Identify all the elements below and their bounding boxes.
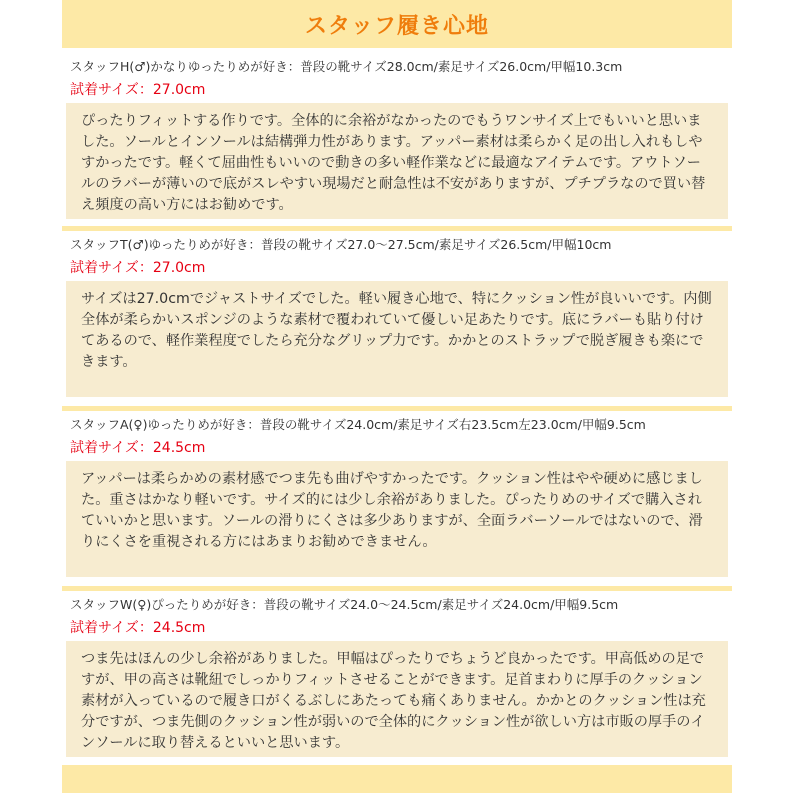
page-title: スタッフ履き心地 xyxy=(304,13,489,39)
staff-info: スタッフW(♀)ぴったりめが好き：普段の靴サイズ24.0～24.5cm/素足サイズ24.0cm/甲幅9.5cm xyxy=(70,597,619,612)
comment-box xyxy=(66,281,728,397)
trial-size: 試着サイズ：24.5cm xyxy=(70,440,206,456)
trial-size: 試着サイズ：27.0cm xyxy=(70,82,206,98)
trial-size: 試着サイズ：24.5cm xyxy=(70,620,206,636)
staff-info: スタッフT(♂)ゆったりめが好き：普段の靴サイズ27.0～27.5cm/素足サイズ26.5cm/甲幅10cm xyxy=(70,237,612,252)
comment-text: サイズは27.0cmでジャストサイズでした。軽い履き心地で、特にクッション性が良いいです。内側全体が柔らかいスポンジのような素材で覆われていて優しい足あたりです。底にラバーも貼り付けてあるので、軽作業程度でしたら充分なグリップ力です。かかとのストラップで脱ぎ履きも楽にできます。 xyxy=(81,291,712,370)
section-divider xyxy=(62,586,732,591)
trial-size: 試着サイズ：27.0cm xyxy=(70,260,206,276)
staff-info: スタッフH(♂)かなりゆったりめが好き：普段の靴サイズ28.0cm/素足サイズ26.0cm/甲幅10.3cm xyxy=(70,59,623,74)
footer-bar xyxy=(62,765,732,793)
comment-text: つま先はほんの少し余裕がありました。甲幅はぴったりでちょうど良かったです。甲高低めの足ですが、甲の高さは靴紐でしっかりフィットさせることができます。足首まわりに厚手のクッション素材が入っているので履き口がくるぶしにあたっても痛くありません。かかとのクッション性は充分ですが、つま先側のクッション性が弱いので全体的にクッション性が欲しい方は市販の厚手のインソールに取り替えるといいと思います。 xyxy=(81,651,706,751)
comment-text: ぴったりフィットする作りです。全体的に余裕がなかったのでもうワンサイズ上でもいいと思いました。ソールとインソールは結構弾力性があります。アッパー素材は柔らかく足の出し入れもしやすかったです。軽くて屈曲性もいいので動きの多い軽作業などに最適なアイテムです。アウトソールのラバーが薄いので底がスレやすい現場だと耐急性は不安がありますが、プチプラなので買い替え頻度の高い方にはお勧めです。 xyxy=(81,113,706,213)
comment-box xyxy=(66,103,728,219)
section-divider xyxy=(62,226,732,231)
staff-info: スタッフA(♀)ゆったりめが好き：普段の靴サイズ24.0cm/素足サイズ右23.5cm左23.0cm/甲幅9.5cm xyxy=(70,417,646,432)
section-divider xyxy=(62,406,732,411)
comment-box xyxy=(66,641,728,757)
header-banner xyxy=(62,0,732,48)
comment-text: アッパーは柔らかめの素材感でつま先も曲げやすかったです。クッション性はやや硬めに感じました。重さはかなり軽いです。サイズ的には少し余裕がありました。ぴったりめのサイズで購入されていいかと思います。ソールの滑りにくさは多少ありますが、全面ラバーソールではないので、滑りにくさを重視される方にはあまりお勧めできません。 xyxy=(81,471,703,550)
comment-box xyxy=(66,461,728,577)
